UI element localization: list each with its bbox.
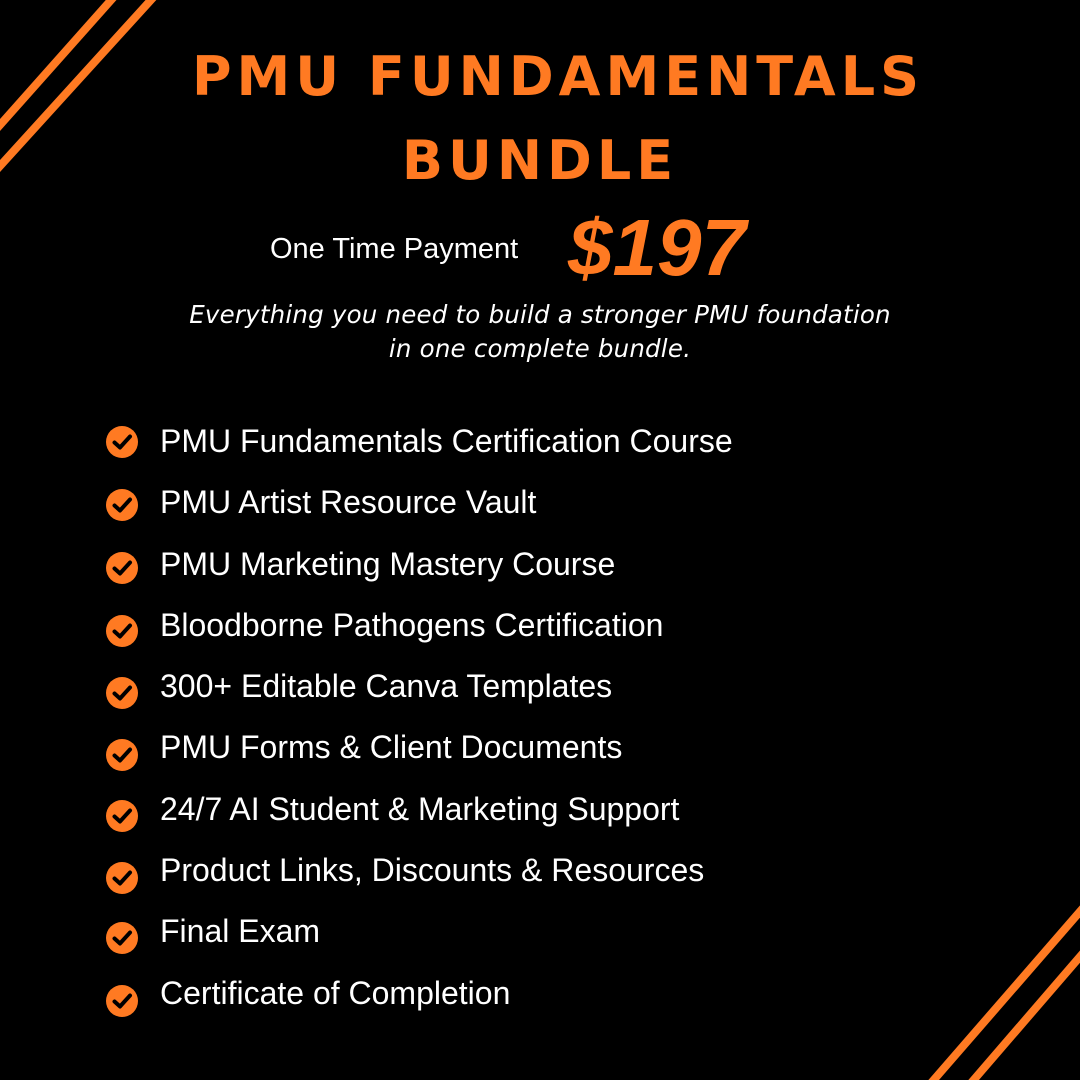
feature-label: PMU Forms & Client Documents [160,729,623,766]
feature-label: Final Exam [160,913,321,950]
check-circle-icon [105,921,139,955]
price: $197 [568,203,746,292]
feature-label: PMU Fundamentals Certification Course [160,423,733,459]
title-line-2: BUNDLE [401,129,679,192]
feature-label: Bloodborne Pathogens Certification [160,606,664,643]
list-item [0,963,900,1024]
feature-label: 24/7 AI Student & Marketing Support [160,790,680,827]
check-circle-icon [105,861,139,895]
list-item [0,595,900,656]
tagline-line-1: Everything you need to build a stronger PMU foundation [189,300,891,329]
list-item [0,472,900,533]
stripe-bottom-right-inner [925,900,1080,1080]
list-item [0,656,900,717]
list-item [0,534,900,595]
check-circle-icon [105,799,139,833]
title-line-1: PMU FUNDAMENTALS [191,45,925,108]
check-circle-icon [105,488,139,522]
feature-label: PMU Artist Resource Vault [160,484,537,521]
check-circle-icon [105,984,139,1018]
list-item [0,840,900,901]
check-circle-icon [105,551,139,585]
feature-list [0,411,900,1024]
check-circle-icon [105,425,139,459]
list-item [0,411,900,472]
tagline-line-2: in one complete bundle. [388,334,692,363]
list-item [0,717,900,778]
tagline [0,298,1080,366]
check-circle-icon [105,676,139,710]
payment-label: One Time Payment [270,233,519,265]
list-item [0,901,900,962]
check-circle-icon [105,738,139,772]
feature-label: Product Links, Discounts & Resources [160,852,705,889]
feature-label: 300+ Editable Canva Templates [160,668,613,705]
feature-label: PMU Marketing Mastery Course [160,545,616,582]
check-circle-icon [105,614,139,648]
list-item [0,779,900,840]
feature-label: Certificate of Completion [160,974,511,1011]
stripe-bottom-right-outer [965,945,1080,1080]
